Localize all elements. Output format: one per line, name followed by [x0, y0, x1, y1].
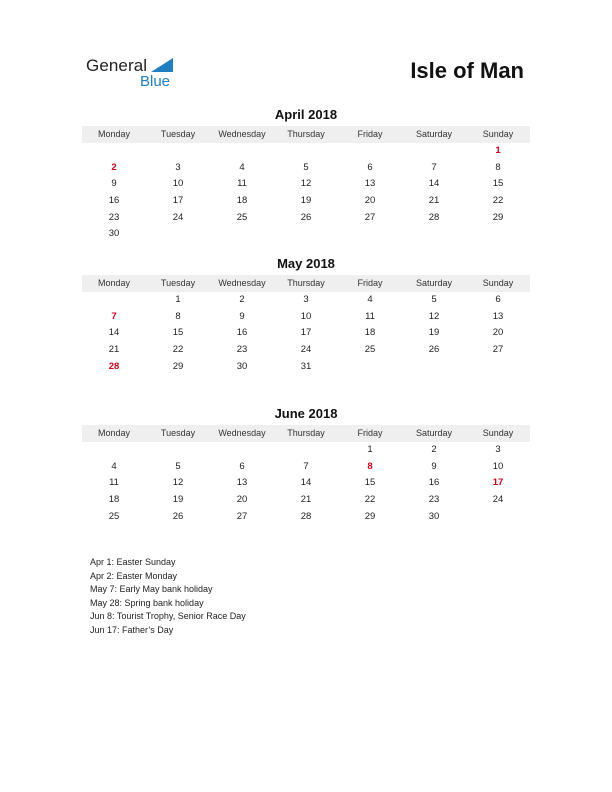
day-cell: 25: [108, 510, 120, 522]
day-cell: 26: [428, 344, 440, 356]
weekday-header: [82, 425, 530, 442]
holiday-note: Jun 17: Father’s Day: [90, 624, 174, 635]
weekday-label: Sunday: [482, 278, 514, 288]
month-title: May 2018: [277, 256, 335, 271]
day-cell: [402, 359, 466, 376]
day-cell: [146, 226, 210, 243]
day-cell: 6: [367, 161, 373, 173]
weekday-label: Friday: [357, 428, 383, 438]
day-cell: 15: [364, 477, 376, 489]
day-cell: 24: [300, 344, 312, 356]
day-cell: 5: [175, 460, 181, 472]
day-cell: 3: [303, 294, 309, 305]
weekday-label: Tuesday: [160, 428, 196, 438]
day-cell: 17: [300, 327, 312, 339]
week-row: [82, 475, 530, 492]
week-row: [82, 509, 530, 526]
day-cell: 25: [364, 344, 376, 356]
day-cell: 27: [364, 211, 376, 223]
day-cell: 20: [492, 327, 504, 339]
week-row: [82, 292, 530, 309]
day-cell: 9: [239, 310, 245, 322]
day-cell: 16: [236, 327, 248, 339]
day-cell: [274, 226, 338, 243]
day-cell: [274, 143, 338, 160]
day-cell: 1: [175, 294, 181, 305]
weekday-label: Sunday: [482, 129, 514, 139]
day-cell: 6: [495, 294, 501, 305]
day-cell: 5: [303, 161, 309, 173]
day-cell: 12: [300, 178, 312, 190]
week-row: [82, 193, 530, 210]
day-cell: [82, 292, 146, 309]
day-cell: 29: [492, 211, 504, 223]
day-cell: 27: [492, 344, 504, 356]
holiday-note: May 28: Spring bank holiday: [90, 597, 204, 608]
week-row: [82, 160, 530, 177]
week-row: [82, 309, 530, 326]
day-cell: 29: [364, 510, 376, 522]
holiday-day-cell: 17: [492, 477, 504, 489]
day-cell: 12: [172, 477, 184, 489]
day-cell: 9: [111, 178, 117, 190]
day-cell: 21: [300, 494, 312, 506]
day-cell: 11: [365, 310, 375, 322]
day-cell: 11: [109, 477, 119, 489]
week-row: [82, 492, 530, 509]
brand-word-general: General: [86, 56, 148, 75]
day-cell: 13: [236, 477, 248, 489]
day-cell: 6: [239, 460, 245, 472]
day-cell: 10: [172, 178, 184, 190]
day-cell: 18: [236, 195, 248, 207]
day-cell: 13: [492, 310, 504, 322]
weekday-label: Thursday: [287, 278, 325, 288]
day-cell: 16: [108, 195, 120, 207]
holiday-day-cell: 2: [111, 161, 117, 173]
month-may: [82, 256, 530, 375]
weekday-label: Monday: [97, 428, 131, 438]
day-cell: 22: [492, 195, 504, 207]
weekday-label: Tuesday: [160, 278, 196, 288]
day-cell: 30: [236, 360, 248, 372]
weekday-label: Wednesday: [218, 278, 266, 288]
day-cell: 16: [428, 477, 440, 489]
day-cell: 8: [495, 161, 501, 173]
day-cell: 21: [108, 344, 120, 356]
day-cell: 15: [492, 178, 504, 190]
day-cell: 3: [175, 161, 181, 173]
weekday-label: Thursday: [287, 129, 325, 139]
day-cell: 19: [172, 494, 184, 506]
month-june: [82, 406, 530, 525]
weekday-label: Wednesday: [218, 129, 266, 139]
day-cell: 30: [108, 228, 120, 240]
day-cell: 30: [428, 510, 440, 522]
brand-word-blue: Blue: [140, 73, 171, 90]
day-cell: 26: [172, 510, 184, 522]
day-cell: 23: [108, 211, 120, 223]
holiday-note: Apr 2: Easter Monday: [90, 570, 178, 581]
brand-triangle-icon: [151, 58, 173, 72]
day-cell: 14: [428, 178, 440, 190]
week-row: [82, 226, 530, 243]
day-cell: 28: [428, 211, 440, 223]
day-cell: 19: [300, 195, 312, 207]
holiday-day-cell: 8: [367, 460, 373, 472]
day-cell: 29: [172, 360, 184, 372]
day-cell: [146, 442, 210, 459]
week-row: [82, 342, 530, 359]
day-cell: 26: [300, 211, 312, 223]
holiday-note: Jun 8: Tourist Trophy, Senior Race Day: [90, 611, 246, 622]
day-cell: 13: [364, 178, 376, 190]
day-cell: [402, 143, 466, 160]
weekday-label: Wednesday: [218, 428, 266, 438]
day-cell: 24: [172, 211, 184, 223]
day-cell: 18: [364, 327, 376, 339]
day-cell: 23: [428, 494, 440, 506]
week-row: [82, 325, 530, 342]
weekday-label: Saturday: [415, 278, 453, 288]
day-cell: 18: [108, 494, 120, 506]
day-cell: [402, 226, 466, 243]
day-cell: [274, 442, 338, 459]
day-cell: 2: [239, 294, 245, 305]
day-cell: [338, 143, 402, 160]
day-cell: 4: [239, 161, 245, 173]
month-title: June 2018: [274, 406, 338, 421]
day-cell: 10: [300, 310, 312, 322]
day-cell: [338, 226, 402, 243]
week-row: [82, 442, 530, 459]
day-cell: 21: [428, 195, 440, 207]
weekday-label: Sunday: [482, 428, 514, 438]
week-row: [82, 176, 530, 193]
holiday-day-cell: 7: [111, 310, 117, 322]
weekday-label: Saturday: [415, 428, 453, 438]
day-cell: 31: [300, 360, 312, 372]
day-cell: 3: [495, 444, 501, 455]
day-cell: 8: [175, 310, 181, 322]
day-cell: 11: [237, 178, 247, 190]
weekday-label: Thursday: [287, 428, 325, 438]
day-cell: 24: [492, 494, 504, 506]
day-cell: 7: [431, 161, 437, 173]
day-cell: [466, 359, 530, 376]
day-cell: [466, 226, 530, 243]
day-cell: [82, 143, 146, 160]
weekday-header: [82, 126, 530, 143]
month-title: April 2018: [274, 107, 338, 122]
month-april: [82, 107, 530, 243]
day-cell: 10: [492, 460, 504, 472]
day-cell: [338, 359, 402, 376]
day-cell: 4: [111, 460, 117, 472]
day-cell: [210, 143, 274, 160]
day-cell: 7: [303, 460, 309, 472]
day-cell: 12: [428, 310, 440, 322]
day-cell: 22: [364, 494, 376, 506]
holiday-note: Apr 1: Easter Sunday: [90, 557, 176, 567]
weekday-label: Friday: [357, 129, 383, 139]
day-cell: 23: [236, 344, 248, 356]
day-cell: 1: [367, 444, 373, 455]
brand-logo: [86, 56, 196, 96]
page-title: Isle of Man: [410, 58, 524, 83]
day-cell: [210, 226, 274, 243]
weekday-label: Monday: [97, 278, 131, 288]
day-cell: [466, 509, 530, 526]
holiday-note: May 7: Early May bank holiday: [90, 584, 213, 595]
day-cell: 22: [172, 344, 184, 356]
day-cell: [146, 143, 210, 160]
day-cell: 9: [431, 460, 437, 472]
day-cell: 25: [236, 211, 248, 223]
day-cell: 5: [431, 294, 437, 305]
day-cell: [210, 442, 274, 459]
day-cell: 17: [172, 195, 184, 207]
week-row: [82, 459, 530, 476]
day-cell: 2: [431, 444, 437, 455]
week-row: [82, 143, 530, 160]
weekday-label: Saturday: [415, 129, 453, 139]
day-cell: 28: [300, 510, 312, 522]
day-cell: 20: [364, 195, 376, 207]
day-cell: 19: [428, 327, 440, 339]
holiday-day-cell: 28: [108, 360, 120, 372]
weekday-label: Tuesday: [160, 129, 196, 139]
day-cell: 15: [172, 327, 184, 339]
day-cell: 4: [367, 294, 373, 305]
day-cell: [82, 442, 146, 459]
week-row: [82, 359, 530, 376]
day-cell: 20: [236, 494, 248, 506]
weekday-label: Monday: [97, 129, 131, 139]
holiday-day-cell: 1: [495, 145, 501, 156]
day-cell: 27: [236, 510, 248, 522]
day-cell: 14: [108, 327, 120, 339]
week-row: [82, 210, 530, 227]
day-cell: 14: [300, 477, 312, 489]
weekday-header: [82, 275, 530, 292]
weekday-label: Friday: [357, 278, 383, 288]
holiday-notes: [90, 556, 246, 638]
